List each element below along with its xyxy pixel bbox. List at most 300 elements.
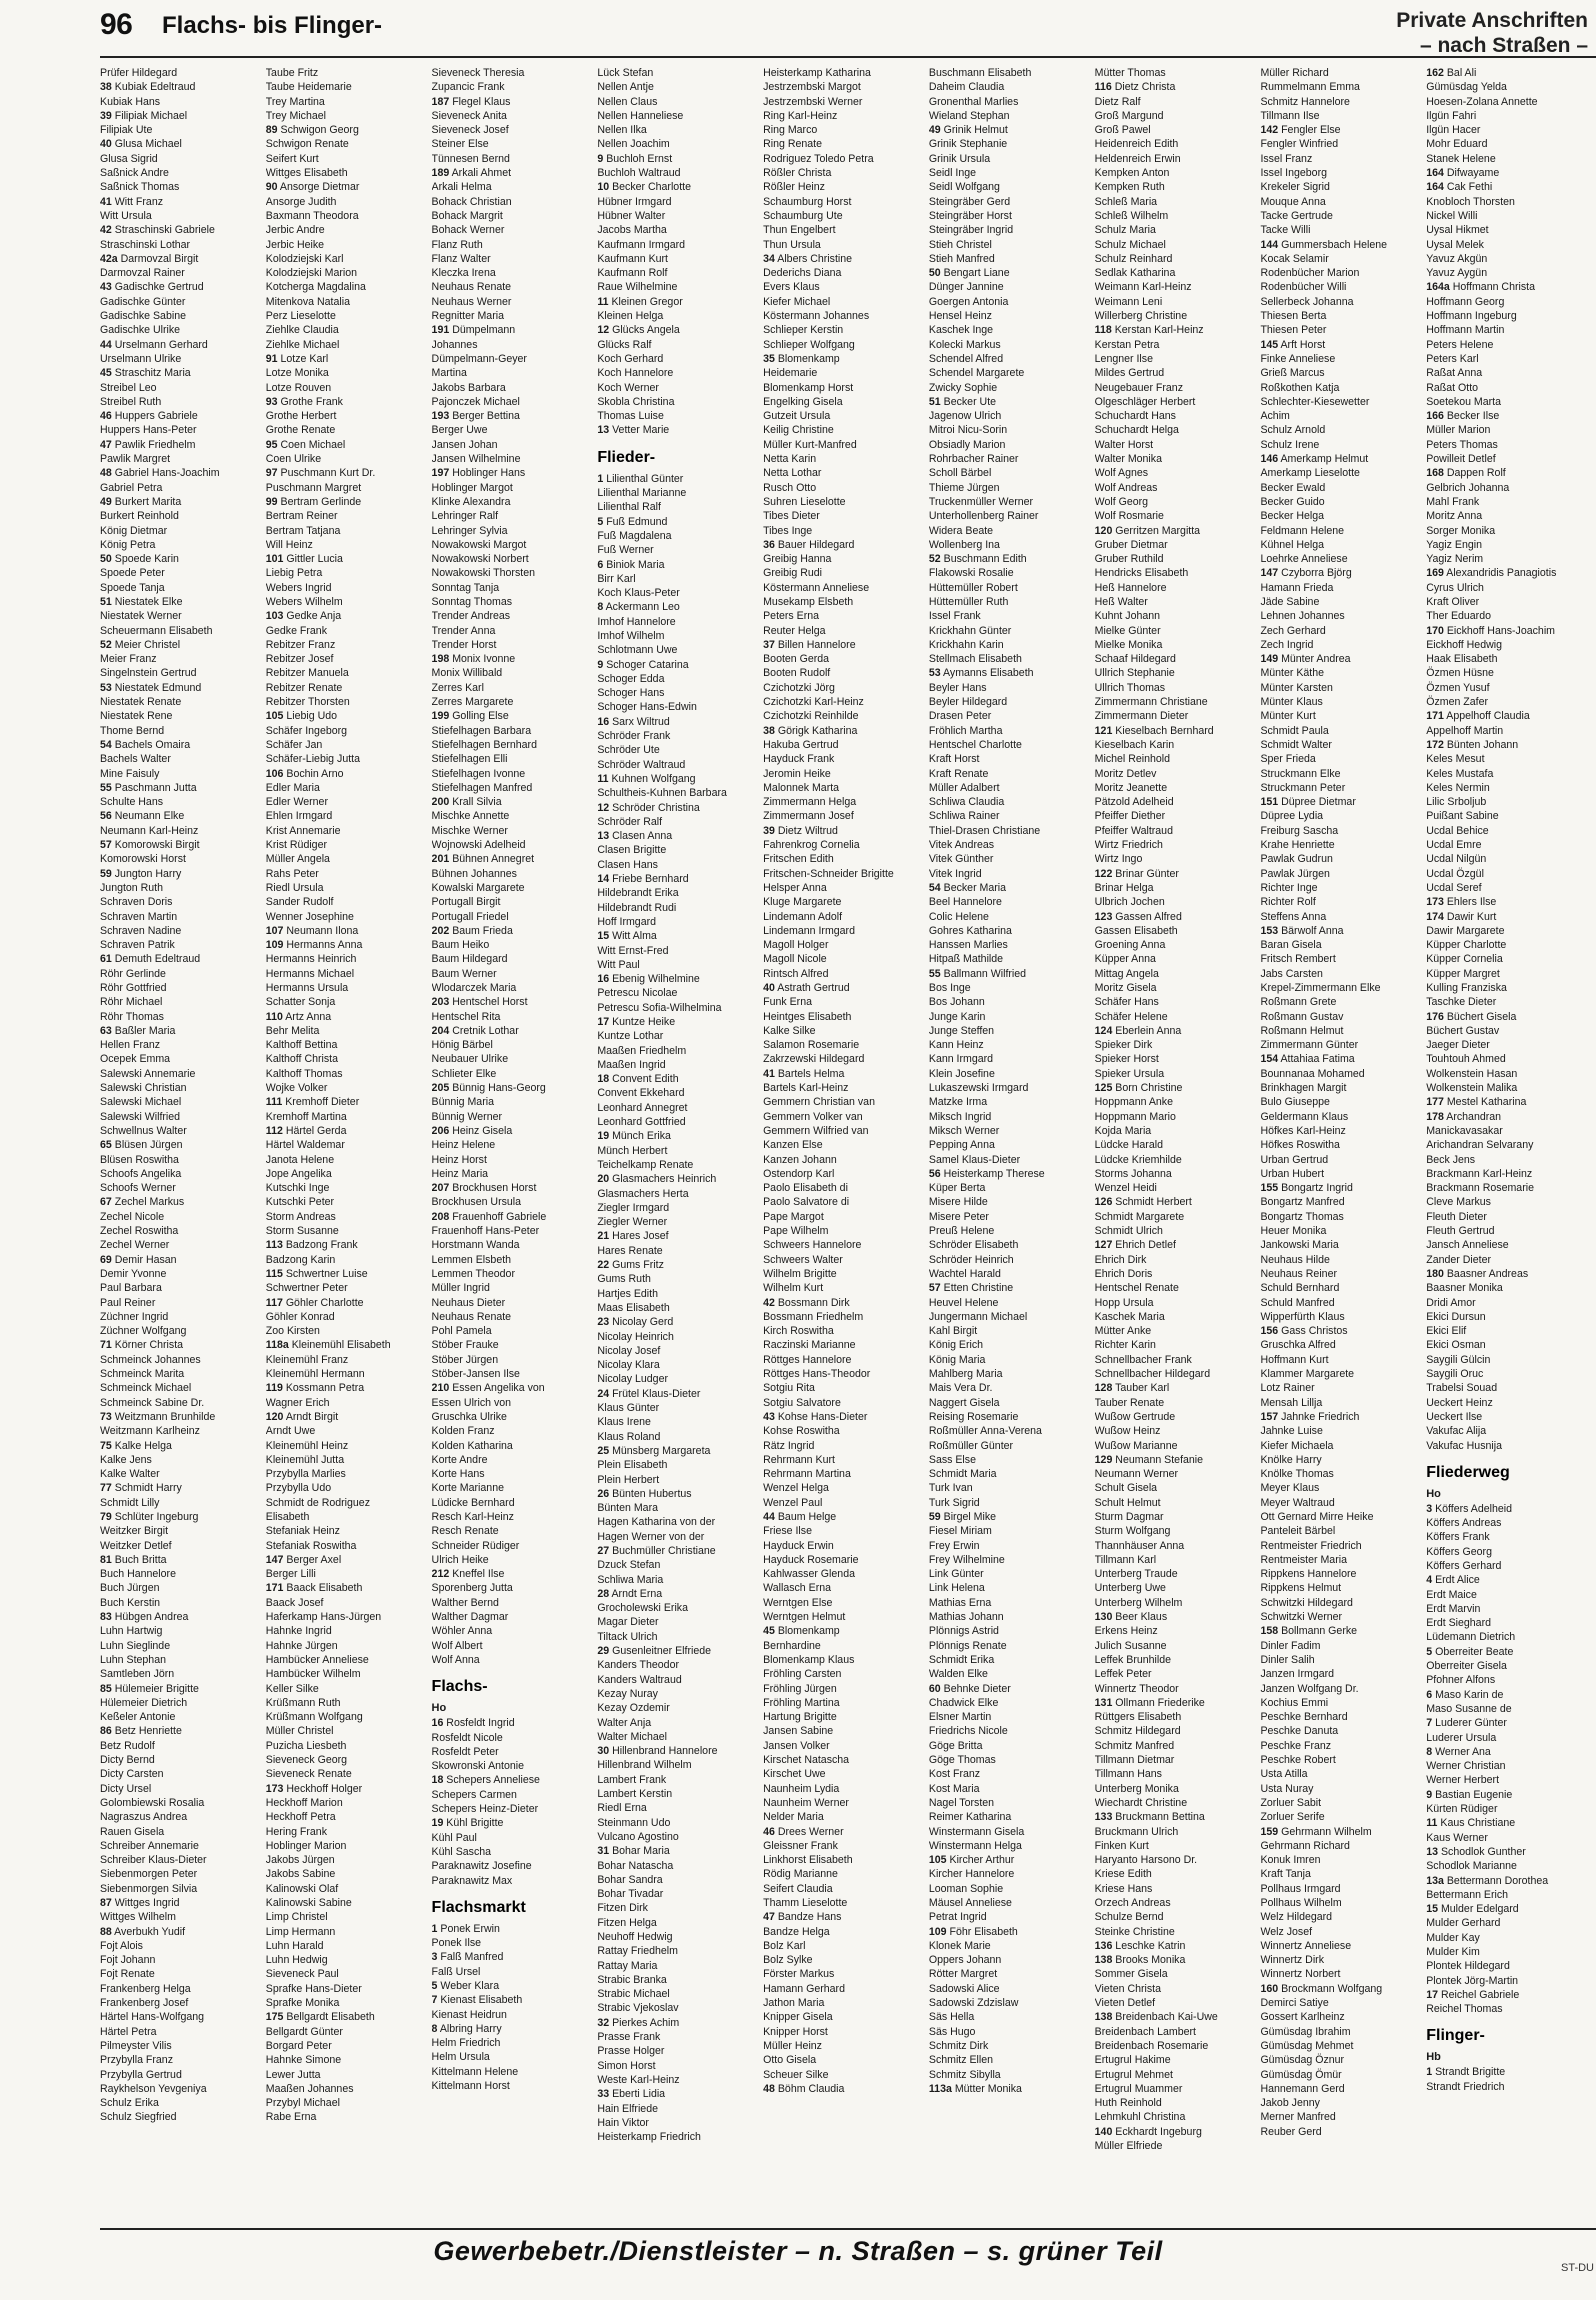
- resident-name: Nellen Ilka: [597, 124, 647, 137]
- resident-entry: [1095, 1696, 1251, 1710]
- resident-entry: [1260, 1095, 1416, 1109]
- resident-name: Oppers Johann: [928, 1954, 1002, 1967]
- resident-name: Hannemann Gerd: [1260, 2082, 1345, 2095]
- resident-entry: [763, 280, 919, 294]
- resident-entry: [100, 123, 256, 137]
- resident-entry: [100, 767, 256, 781]
- resident-entry: [929, 1467, 1085, 1481]
- resident-name: Özmen Zafer: [1426, 696, 1489, 709]
- house-number: 26: [597, 1487, 610, 1500]
- resident-name: Schmidt Herbert: [1115, 1196, 1192, 1209]
- resident-name: Schoger Catarina: [606, 658, 689, 671]
- resident-entry: [100, 852, 256, 866]
- resident-entry: [266, 1653, 422, 1667]
- resident-name: Kohse Hans-Dieter: [777, 1410, 868, 1423]
- resident-entry: [266, 409, 422, 423]
- resident-entry: [266, 2068, 422, 2082]
- resident-entry: [597, 366, 753, 380]
- resident-entry: [929, 581, 1085, 595]
- resident-name: Cretnik Lothar: [452, 1024, 519, 1037]
- resident-entry: [1095, 1682, 1251, 1696]
- resident-entry: [929, 824, 1085, 838]
- resident-entry: [266, 1882, 422, 1896]
- resident-entry: [597, 2059, 753, 2073]
- resident-name: Baum Werner: [431, 967, 497, 980]
- resident-name: Raue Wilhelmine: [597, 281, 678, 294]
- resident-name: Schlechter-Kiesewetter: [1260, 395, 1370, 408]
- resident-name: Özmen Yusuf: [1426, 681, 1490, 694]
- resident-entry: [1260, 1953, 1416, 1967]
- resident-entry: [763, 881, 919, 895]
- resident-name: Schulz Maria: [1094, 224, 1156, 237]
- resident-entry: [1260, 323, 1416, 337]
- resident-entry: [266, 1110, 422, 1124]
- resident-name: Ullrich Thomas: [1094, 681, 1166, 694]
- resident-entry: [100, 1539, 256, 1553]
- resident-name: Puschmann Margret: [265, 481, 362, 494]
- resident-entry: [1095, 881, 1251, 895]
- house-number: 45: [100, 367, 112, 380]
- resident-entry: [266, 1739, 422, 1753]
- house-number: 61: [100, 953, 112, 966]
- resident-entry: [597, 2116, 753, 2130]
- resident-name: Hering Frank: [265, 1825, 327, 1838]
- resident-entry: [929, 1982, 1085, 1996]
- resident-entry: [763, 1896, 919, 1910]
- resident-entry: [432, 1095, 588, 1109]
- resident-entry: [432, 809, 588, 823]
- resident-entry: [432, 295, 588, 309]
- resident-entry: [929, 852, 1085, 866]
- resident-entry: [1260, 1510, 1416, 1524]
- resident-name: Issel Frank: [928, 610, 981, 623]
- resident-entry: [929, 1281, 1085, 1295]
- resident-entry: [100, 509, 256, 523]
- resident-name: Monix Ivonne: [452, 653, 516, 666]
- resident-entry: [763, 1353, 919, 1367]
- resident-name: Zimmermann Günter: [1260, 1039, 1359, 1052]
- resident-name: Samtleben Jörn: [100, 1668, 175, 1681]
- resident-name: Ulbrich Jochen: [1094, 896, 1165, 909]
- resident-name: Schulz Erika: [100, 2097, 159, 2110]
- resident-entry: [1426, 1502, 1582, 1516]
- resident-entry: [597, 1601, 753, 1615]
- resident-name: Portugall Birgit: [431, 896, 501, 909]
- resident-name: Schraven Patrik: [100, 939, 175, 952]
- resident-entry: [763, 1796, 919, 1810]
- resident-entry: [1095, 1825, 1251, 1839]
- resident-name: Kempken Anton: [1094, 167, 1170, 180]
- resident-entry: [597, 1973, 753, 1987]
- resident-entry: [100, 1481, 256, 1495]
- resident-entry: [432, 195, 588, 209]
- resident-entry: [266, 123, 422, 137]
- resident-name: Tillmann Hans: [1094, 1768, 1162, 1781]
- resident-entry: [100, 1896, 256, 1910]
- resident-name: Lehmkuhl Christina: [1094, 2111, 1186, 2124]
- resident-name: Kittelmann Horst: [431, 2080, 510, 2093]
- resident-entry: [597, 901, 753, 915]
- resident-name: Zander Dieter: [1426, 1253, 1491, 1266]
- resident-entry: [1426, 981, 1582, 995]
- house-number: 69: [100, 1253, 112, 1266]
- house-number: 46: [763, 1825, 775, 1838]
- resident-name: Straschitz Maria: [114, 367, 191, 380]
- house-number: 154: [1260, 1053, 1279, 1066]
- resident-name: Unterberg Wilhelm: [1094, 1596, 1183, 1609]
- resident-name: Fojt Alois: [100, 1939, 143, 1952]
- resident-entry: [1426, 1659, 1582, 1673]
- resident-entry: [929, 2039, 1085, 2053]
- house-number: 117: [265, 1296, 283, 1309]
- resident-entry: [432, 1467, 588, 1481]
- resident-entry: [763, 166, 919, 180]
- resident-name: Müller Elfriede: [1094, 2140, 1163, 2153]
- resident-name: Amerkamp Lieselotte: [1260, 467, 1360, 480]
- resident-entry: [100, 981, 256, 995]
- house-number: 200: [431, 796, 450, 809]
- resident-entry: [1095, 1224, 1251, 1238]
- resident-name: Dederichs Diana: [763, 267, 842, 280]
- resident-name: Pape Margot: [763, 1210, 824, 1223]
- resident-entry: [763, 738, 919, 752]
- resident-name: Buchloh Waltraud: [597, 167, 681, 180]
- resident-entry: [1095, 223, 1251, 237]
- resident-name: Thun Ursula: [763, 238, 821, 251]
- resident-entry: [1260, 809, 1416, 823]
- resident-name: Jerbic Heike: [265, 238, 325, 251]
- resident-name: Pfeiffer Waltraud: [1094, 824, 1173, 837]
- resident-name: Jaeger Dieter: [1426, 1039, 1490, 1052]
- resident-entry: [763, 223, 919, 237]
- resident-name: Petrescu Sofia-Wilhelmina: [597, 1001, 722, 1014]
- house-number: 187: [431, 95, 450, 108]
- resident-name: Peschke Robert: [1260, 1754, 1336, 1767]
- house-number: 129: [1094, 1453, 1113, 1466]
- resident-entry: [1426, 538, 1582, 552]
- house-number: 151: [1260, 796, 1279, 809]
- resident-entry: [266, 1052, 422, 1066]
- resident-name: Will Heinz: [265, 538, 313, 551]
- resident-name: Pfohner Alfons: [1426, 1674, 1496, 1687]
- resident-name: Schulz Arnold: [1260, 424, 1326, 437]
- resident-entry: [597, 1801, 753, 1815]
- resident-entry: [100, 752, 256, 766]
- resident-entry: [597, 1058, 753, 1072]
- resident-name: Becker Ewald: [1260, 481, 1326, 494]
- resident-name: Helm Friedrich: [431, 2037, 501, 2050]
- resident-entry: [597, 1144, 753, 1158]
- resident-entry: [432, 152, 588, 166]
- resident-name: Luhn Sieglinde: [100, 1639, 171, 1652]
- resident-entry: [929, 1567, 1085, 1581]
- resident-entry: [929, 1410, 1085, 1424]
- resident-name: Saygili Gülcin: [1426, 1353, 1491, 1366]
- resident-name: Schulz Michael: [1094, 238, 1166, 251]
- resident-name: Rätz Ingrid: [763, 1439, 815, 1452]
- resident-name: Kraft Horst: [928, 753, 980, 766]
- resident-entry: [763, 1481, 919, 1495]
- resident-name: Filipiak Ute: [100, 124, 153, 137]
- resident-entry: [597, 352, 753, 366]
- resident-entry: [1426, 1081, 1582, 1095]
- house-number: 13: [597, 830, 610, 843]
- resident-entry: [432, 452, 588, 466]
- resident-entry: [929, 2053, 1085, 2067]
- resident-name: Luderer Günter: [1435, 1717, 1507, 1730]
- resident-entry: [266, 1424, 422, 1438]
- resident-entry: [1426, 1759, 1582, 1773]
- resident-name: Wittges Wilhelm: [100, 1911, 176, 1924]
- resident-name: Mischke Annette: [431, 810, 510, 823]
- resident-entry: [100, 1396, 256, 1410]
- resident-entry: [432, 266, 588, 280]
- resident-name: Baack Josef: [265, 1596, 324, 1609]
- resident-entry: [597, 1315, 753, 1329]
- resident-name: Hülemeier Brigitte: [114, 1682, 199, 1695]
- resident-name: Arkali Helma: [431, 181, 492, 194]
- resident-entry: [597, 672, 753, 686]
- resident-entry: [1426, 1238, 1582, 1252]
- resident-entry: [1260, 767, 1416, 781]
- resident-entry: [432, 1936, 588, 1950]
- resident-name: Schreiber Annemarie: [100, 1839, 199, 1852]
- resident-name: Ilgün Fahri: [1426, 109, 1477, 122]
- resident-name: Schmidt Margarete: [1094, 1210, 1185, 1223]
- resident-entry: [266, 238, 422, 252]
- resident-entry: [763, 1567, 919, 1581]
- resident-entry: [1260, 123, 1416, 137]
- resident-name: Behnke Dieter: [943, 1682, 1011, 1695]
- resident-entry: [1426, 1916, 1582, 1930]
- resident-name: Winnertz Norbert: [1260, 1968, 1341, 1981]
- resident-name: Plönnigs Astrid: [928, 1625, 999, 1638]
- resident-entry: [1095, 910, 1251, 924]
- resident-name: Büchert Gustav: [1426, 1024, 1500, 1037]
- resident-entry: [100, 1181, 256, 1195]
- resident-name: Wenzel Paul: [763, 1496, 823, 1509]
- resident-entry: [432, 1831, 588, 1845]
- resident-name: Trender Horst: [431, 638, 497, 651]
- resident-entry: [1260, 1967, 1416, 1981]
- house-number: 157: [1260, 1410, 1279, 1423]
- resident-entry: [432, 366, 588, 380]
- resident-entry: [1260, 1882, 1416, 1896]
- resident-name: Lehringer Sylvia: [431, 524, 508, 537]
- resident-name: Thamm Lieselotte: [763, 1897, 848, 1909]
- resident-name: Düpree Lydia: [1260, 810, 1324, 823]
- resident-name: Winnertz Anneliese: [1260, 1939, 1352, 1952]
- house-number: 205: [431, 1082, 450, 1095]
- resident-name: Schmitz Hannelore: [1260, 95, 1350, 108]
- resident-name: Imhof Hannelore: [597, 615, 676, 628]
- resident-entry: [1095, 809, 1251, 823]
- resident-entry: [1260, 1610, 1416, 1624]
- resident-entry: [432, 609, 588, 623]
- resident-entry: [1095, 1496, 1251, 1510]
- resident-entry: [266, 295, 422, 309]
- resident-entry: [266, 881, 422, 895]
- resident-name: Hillenbrand Wilhelm: [597, 1759, 692, 1772]
- resident-name: Engelking Gisela: [763, 395, 843, 408]
- resident-name: Klaus Roland: [597, 1430, 661, 1443]
- resident-name: Finke Anneliese: [1260, 352, 1336, 365]
- resident-name: Reuber Gerd: [1260, 2125, 1322, 2138]
- resident-entry: [1095, 2110, 1251, 2124]
- resident-entry: [929, 995, 1085, 1009]
- resident-entry: [929, 223, 1085, 237]
- resident-name: Richter Inge: [1260, 881, 1318, 894]
- house-number: 93: [265, 395, 278, 408]
- resident-entry: [100, 952, 256, 966]
- resident-name: Hoesen-Zolana Annette: [1426, 95, 1538, 108]
- resident-entry: [266, 1338, 422, 1352]
- resident-name: Schodlok Marianne: [1426, 1860, 1517, 1873]
- resident-entry: [1426, 1367, 1582, 1381]
- house-number: 13: [597, 424, 610, 437]
- resident-name: Wipperfürth Klaus: [1260, 1310, 1345, 1323]
- house-number: 118: [1094, 324, 1112, 337]
- resident-entry: [929, 1882, 1085, 1896]
- resident-name: Heckhoff Holger: [286, 1782, 363, 1795]
- resident-name: Meyer Klaus: [1260, 1482, 1320, 1495]
- resident-name: Convent Ekkehard: [597, 1087, 685, 1100]
- resident-name: Netta Lothar: [763, 467, 822, 480]
- resident-entry: [266, 1181, 422, 1195]
- resident-name: Gittler Lucia: [286, 553, 343, 566]
- resident-name: Werner Herbert: [1426, 1774, 1500, 1787]
- resident-name: Limp Hermann: [265, 1925, 336, 1938]
- resident-name: Schmidt Walter: [1260, 738, 1332, 751]
- resident-entry: [100, 1052, 256, 1066]
- resident-name: Sorger Monika: [1426, 524, 1496, 537]
- house-number: 120: [265, 1410, 284, 1423]
- resident-entry: [100, 1224, 256, 1238]
- resident-name: Köffers Frank: [1426, 1531, 1490, 1544]
- resident-entry: [1260, 1381, 1416, 1395]
- resident-name: Ekici Elif: [1426, 1325, 1467, 1338]
- resident-entry: [100, 695, 256, 709]
- house-number: 206: [431, 1124, 450, 1137]
- house-number: 203: [431, 996, 450, 1009]
- resident-entry: [432, 1716, 588, 1730]
- resident-entry: [1426, 895, 1582, 909]
- resident-entry: [1095, 1524, 1251, 1538]
- resident-name: Sommer Gisela: [1094, 1968, 1168, 1981]
- resident-name: Mulder Edelgard: [1440, 1903, 1519, 1916]
- resident-entry: [763, 1753, 919, 1767]
- resident-name: Looman Sophie: [928, 1882, 1004, 1895]
- resident-name: Clasen Brigitte: [597, 844, 667, 857]
- resident-name: Gehrmann Richard: [1260, 1839, 1350, 1852]
- resident-name: Rummelmann Emma: [1260, 81, 1360, 94]
- resident-name: Spoede Karin: [114, 553, 179, 566]
- resident-name: Buch Jürgen: [100, 1582, 160, 1595]
- resident-entry: [266, 1810, 422, 1824]
- resident-name: Liebig Udo: [286, 710, 338, 723]
- resident-entry: [763, 838, 919, 852]
- resident-entry: [1260, 1596, 1416, 1610]
- resident-name: Wenzel Heidi: [1094, 1182, 1157, 1195]
- resident-name: Mütter Anke: [1094, 1325, 1152, 1338]
- resident-entry: [929, 495, 1085, 509]
- resident-name: Bongartz Manfred: [1260, 1196, 1345, 1209]
- resident-entry: [1426, 66, 1582, 80]
- resident-name: Storms Johanna: [1094, 1167, 1172, 1180]
- resident-name: Etten Christine: [943, 1282, 1014, 1295]
- resident-entry: [1426, 581, 1582, 595]
- house-number: 140: [1094, 2125, 1113, 2138]
- resident-name: Hentschel Renate: [1094, 1282, 1179, 1295]
- house-number: 10: [597, 181, 610, 194]
- resident-entry: [597, 543, 753, 557]
- resident-name: Bos Inge: [928, 982, 971, 994]
- resident-name: Streibel Ruth: [100, 395, 162, 408]
- resident-name: Achim: [1260, 410, 1290, 423]
- resident-entry: [597, 1758, 753, 1772]
- resident-entry: [1260, 1639, 1416, 1653]
- resident-name: Schäfer Ingeborg: [265, 724, 348, 737]
- resident-name: Ucdal Nilgün: [1426, 853, 1487, 866]
- resident-entry: [100, 1453, 256, 1467]
- resident-name: Reising Rosemarie: [928, 1410, 1019, 1423]
- resident-name: Junge Karin: [928, 1010, 986, 1023]
- resident-entry: [597, 629, 753, 643]
- resident-entry: [432, 595, 588, 609]
- resident-name: Kneffel Ilse: [452, 1568, 505, 1581]
- resident-name: Seidl Wolfgang: [928, 181, 1000, 194]
- house-number: 177: [1426, 1096, 1444, 1109]
- resident-entry: [1426, 123, 1582, 137]
- resident-name: Bolz Karl: [763, 1939, 806, 1952]
- resident-entry: [1260, 1539, 1416, 1553]
- resident-entry: [597, 600, 753, 614]
- resident-entry: [432, 1553, 588, 1567]
- resident-name: Hoffmann Georg: [1426, 295, 1505, 308]
- resident-name: Wußow Marianne: [1094, 1439, 1178, 1452]
- resident-entry: [1426, 266, 1582, 280]
- resident-entry: [100, 552, 256, 566]
- resident-name: Ocepek Emma: [100, 1053, 171, 1066]
- resident-name: Saygili Oruc: [1426, 1368, 1484, 1381]
- resident-name: Bärwolf Anna: [1281, 924, 1344, 937]
- resident-name: Unterberg Monika: [1094, 1782, 1179, 1795]
- resident-name: Vakufac Husnija: [1426, 1439, 1502, 1452]
- resident-name: Walther Dagmar: [431, 1611, 509, 1624]
- resident-name: Schult Gisela: [1094, 1482, 1158, 1495]
- house-number: 38: [763, 724, 775, 737]
- resident-name: Czichotzki Reinhilde: [763, 710, 859, 723]
- resident-name: Lüdcke Harald: [1094, 1139, 1163, 1152]
- resident-name: Hain Viktor: [597, 2116, 649, 2129]
- house-number: 176: [1426, 1010, 1444, 1023]
- resident-name: Jakobs Sabine: [265, 1868, 336, 1881]
- resident-entry: [432, 180, 588, 194]
- resident-entry: [597, 395, 753, 409]
- resident-name: Krüßmann Wolfgang: [265, 1711, 363, 1724]
- resident-entry: [100, 1796, 256, 1810]
- resident-name: Kleinemühl Franz: [265, 1353, 349, 1366]
- resident-entry: [266, 1167, 422, 1181]
- resident-name: Neuhaus Renate: [431, 1310, 512, 1323]
- resident-name: Vieten Christa: [1094, 1982, 1162, 1995]
- resident-name: Nicolay Gerd: [612, 1316, 674, 1329]
- resident-entry: [266, 609, 422, 623]
- resident-entry: [597, 1215, 753, 1229]
- resident-entry: [597, 166, 753, 180]
- resident-name: Seidl Inge: [928, 167, 976, 180]
- resident-name: Tauber Karl: [1115, 1382, 1170, 1395]
